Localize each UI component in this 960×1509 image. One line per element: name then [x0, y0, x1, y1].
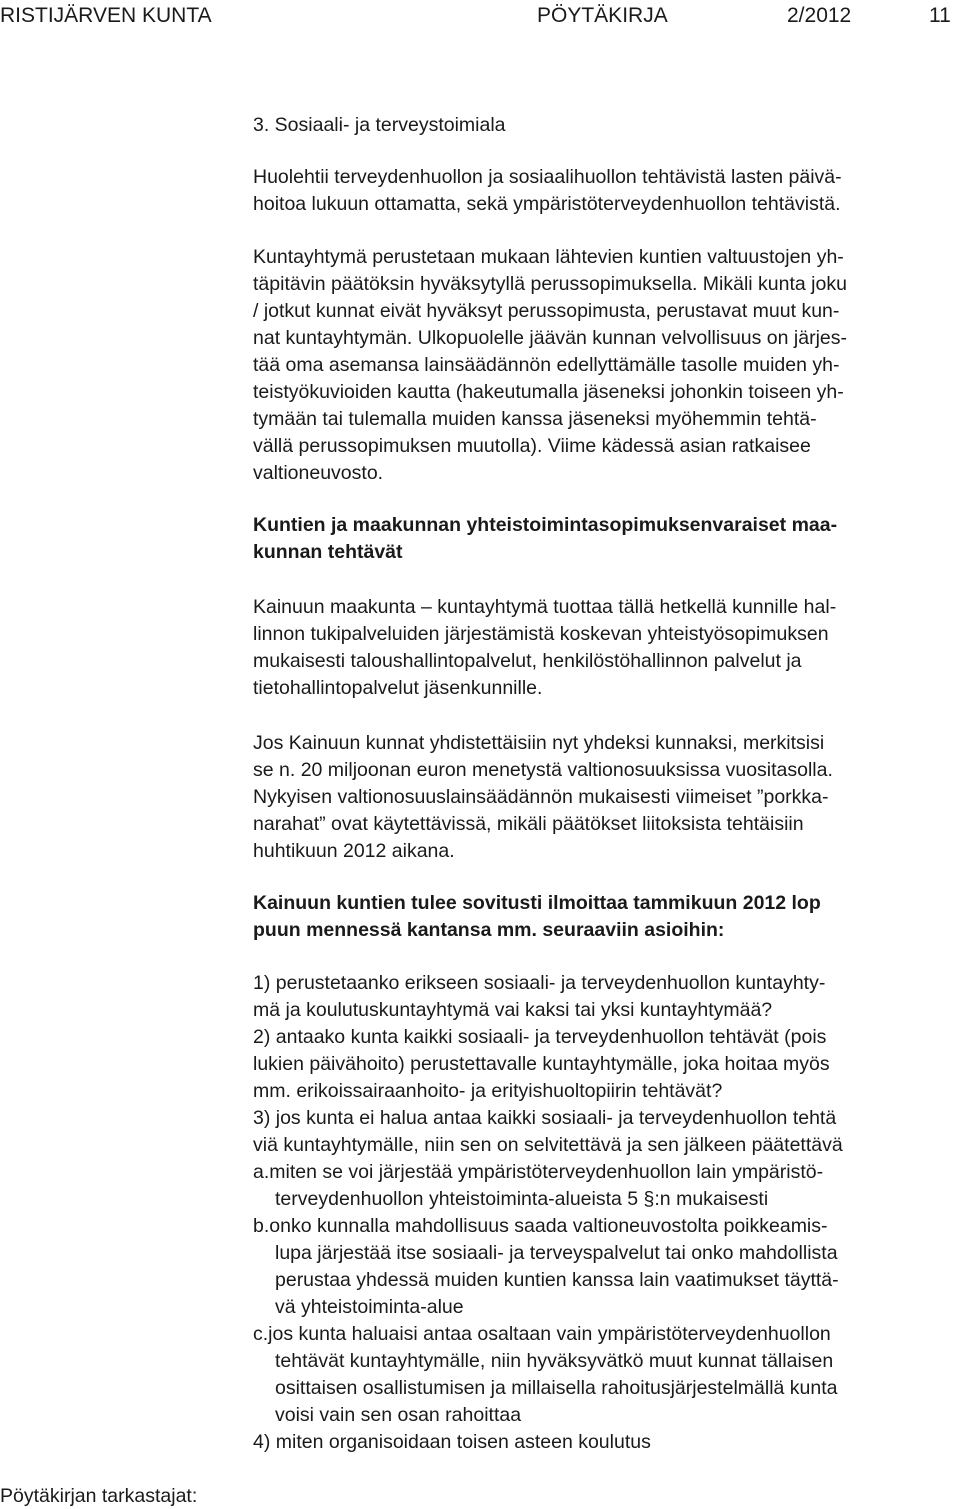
list-item: 2) antaako kunta kaikki sosiaali- ja terveydenhuollon tehtävät (pois: [253, 1026, 827, 1048]
list-item: 1) perustetaanko erikseen sosiaali- ja terveydenhuollon kuntayhty-: [253, 972, 826, 994]
heading-line: Kainuun kuntien tulee sovitusti ilmoittaa tammikuun 2012 lop: [253, 892, 821, 914]
question-list: [253, 970, 958, 1456]
list-item: mä ja koulutuskuntayhtymä vai kaksi tai yksi kuntayhtymää?: [253, 999, 773, 1021]
text-line: linnon tukipalveluiden järjestämistä koskevan yhteistyösopimuksen: [253, 623, 829, 645]
section-title: 3. Sosiaali- ja terveystoimiala: [253, 114, 506, 136]
heading-line: puun mennessä kantansa mm. seuraaviin asioihin:: [253, 919, 725, 941]
paragraph-kainuu-services: [253, 594, 958, 702]
list-item: perustaa yhdessä muiden kuntien kanssa lain vaatimukset täyttä-: [275, 1269, 839, 1291]
text-line: Kainuun maakunta – kuntayhtymä tuottaa tällä hetkellä kunnille hal-: [253, 596, 837, 618]
text-line: huhtikuun 2012 aikana.: [253, 840, 455, 862]
text-line: valtioneuvosto.: [253, 462, 384, 484]
text-line: teistyökuvioiden kautta (hakeutumalla jäseneksi johonkin toiseen yh-: [253, 381, 844, 403]
footer-reviewers-label: Pöytäkirjan tarkastajat:: [0, 1485, 198, 1507]
list-item: 4) miten organisoidaan toisen asteen koulutus: [253, 1431, 651, 1453]
paragraph-responsibilities: [253, 164, 958, 218]
list-item: a.miten se voi järjestää ympäristöterveydenhuollon lain ympäristö-: [253, 1161, 824, 1183]
list-item: lupa järjestää itse sosiaali- ja terveyspalvelut tai onko mahdollista: [275, 1242, 838, 1264]
text-line: nat kuntayhtymän. Ulkopuolelle jäävän kunnan velvollisuus on järjes-: [253, 327, 848, 349]
subheading-decision-deadline: [253, 890, 958, 944]
list-item: voisi vain sen osan rahoittaa: [275, 1404, 522, 1426]
text-line: mukaisesti taloushallintopalvelut, henkilöstöhallinnon palvelut ja: [253, 650, 802, 672]
text-line: tietohallintopalvelut jäsenkunnille.: [253, 677, 543, 699]
list-item: b.onko kunnalla mahdollisuus saada valtioneuvostolta poikkeamis-: [253, 1215, 828, 1237]
list-item: terveydenhuollon yhteistoiminta-alueista 5 §:n mukaisesti: [275, 1188, 769, 1210]
header-document-type: PÖYTÄKIRJA: [537, 4, 668, 27]
heading-line: kunnan tehtävät: [253, 541, 403, 563]
text-line: vällä perussopimuksen muutolla). Viime kädessä asian ratkaisee: [253, 435, 811, 457]
list-item: viä kuntayhtymälle, niin sen on selvitettävä ja sen jälkeen päätettävä: [253, 1134, 843, 1156]
text-line: Kuntayhtymä perustetaan mukaan lähtevien kuntien valtuustojen yh-: [253, 246, 844, 268]
text-line: Jos Kainuun kunnat yhdistettäisiin nyt yhdeksi kunnaksi, merkitsisi: [253, 732, 825, 754]
header-document-number: 2/2012: [787, 4, 852, 27]
header-organization: RISTIJÄRVEN KUNTA: [0, 4, 212, 27]
text-line: se n. 20 miljoonan euron menetystä valtionosuuksissa vuositasolla.: [253, 759, 833, 781]
paragraph-establishment: [253, 244, 958, 487]
list-item: tehtävät kuntayhtymälle, niin hyväksyvätkö muut kunnat tällaisen: [275, 1350, 834, 1372]
text-line: tää oma asemansa lainsäädännön edellyttämälle tasolle muiden yh-: [253, 354, 840, 376]
text-line: Nykyisen valtionosuuslainsäädännön mukaisesti viimeiset ”porkka-: [253, 786, 829, 808]
paragraph-merger-impact: [253, 730, 958, 865]
text-line: täpitävin päätöksin hyväksytyllä perussopimuksella. Mikäli kunta joku: [253, 273, 847, 295]
text-line: narahat” ovat käytettävissä, mikäli päätökset liitoksista tehtäisiin: [253, 813, 804, 835]
list-item: vä yhteistoiminta-alue: [275, 1296, 464, 1318]
list-item: osittaisen osallistumisen ja millaisella rahoitusjärjestelmällä kunta: [275, 1377, 838, 1399]
page-header: [0, 0, 960, 30]
text-line: Huolehtii terveydenhuollon ja sosiaalihuollon tehtävistä lasten päivä-: [253, 166, 842, 188]
list-item: c.jos kunta haluaisi antaa osaltaan vain ympäristöterveydenhuollon: [253, 1323, 831, 1345]
text-line: / jotkut kunnat eivät hyväksyt perussopimusta, perustavat muut kun-: [253, 300, 840, 322]
subheading-cooperation-tasks: [253, 512, 958, 566]
text-line: tymään tai tulemalla muiden kanssa jäseneksi myöhemmin tehtä-: [253, 408, 817, 430]
text-line: hoitoa lukuun ottamatta, sekä ympäristöterveydenhuollon tehtävistä.: [253, 193, 841, 215]
list-item: lukien päivähoito) perustettavalle kuntayhtymälle, joka hoitaa myös: [253, 1053, 830, 1075]
header-page-number: 11: [929, 4, 951, 27]
list-item: 3) jos kunta ei halua antaa kaikki sosiaali- ja terveydenhuollon tehtä: [253, 1107, 837, 1129]
heading-line: Kuntien ja maakunnan yhteistoimintasopimuksenvaraiset maa-: [253, 514, 838, 536]
list-item: mm. erikoissairaanhoito- ja erityishuoltopiirin tehtävät?: [253, 1080, 723, 1102]
